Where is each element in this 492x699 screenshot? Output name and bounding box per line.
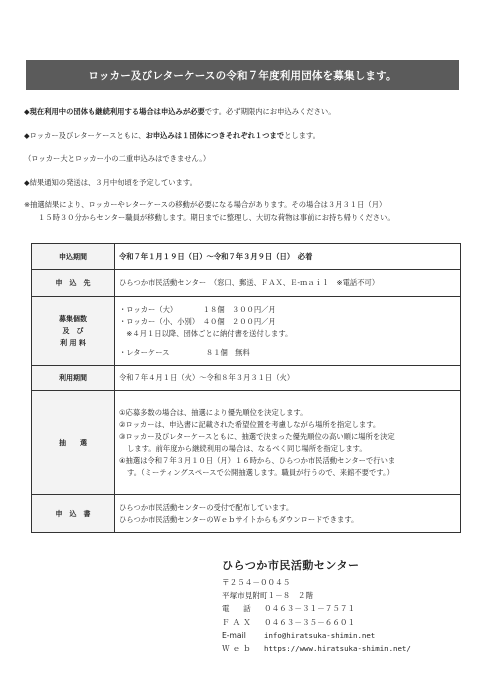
org-name: ひらつか市民活動センター [222,559,360,572]
recruit-line-small-locker: ・ロッカー（小、小別） ４０個 ２００円／月 [119,316,276,326]
note-no-double-application [24,153,210,164]
postal-value: 〒２５４－００４５ [222,578,291,587]
form-line-1: ひらつか市民活動センターの受付で配布しています。 [119,502,294,512]
note-text: ロッカー及びレターケースともに、 [29,131,146,140]
usage-value: 令和７年４月１日（火）～令和８年３月３１日（火） [115,366,461,391]
note-relocation-cont [38,212,395,223]
period-value: 令和７年１月１９日（日）～令和７年３月９日（日） 必着 [115,244,461,270]
note-text: 結果通知の発送は、３月中旬頃を予定しています。 [29,178,197,187]
note-result-notice [24,177,197,188]
phone-row [222,602,411,615]
note-text: １５時３０分からセンター職員が移動します。期日までに整理し、大切な荷物は事前にお持ち帰りください。 [38,213,395,222]
phone-label: 電 話 [222,604,254,614]
destination-label: 申 込 先 [32,270,115,297]
lottery-line-3-cont: します。前年度から継続利用の場合は、なるべく同じ場所を指定します。 [127,443,367,453]
row-destination [32,270,461,297]
email-row [222,629,411,642]
web-row [222,642,411,655]
note-continuing-users [24,106,336,117]
note-text: とします。 [284,131,320,140]
destination-value: ひらつか市民活動センター （窓口、郵送、ＦＡＸ、Ｅ-ｍａｉｌ ※電話不可） [115,270,461,297]
lottery-line-2: ②ロッカーは、申込書に記載された希望位置を考慮しながら場所を指定します。 [119,419,381,429]
lottery-label: 抽 選 [32,391,115,495]
note-mark: ◆ [24,107,30,116]
usage-label: 利用期間 [32,366,115,391]
recruit-line-payment-note: ※４月１日以降、団体ごとに納付書を送付します。 [119,328,293,338]
note-mark: ◆ [24,178,30,187]
email-link[interactable]: info@hiratsuka-shimin.net [264,630,376,640]
note-mark: ※ [24,200,31,209]
note-relocation [24,199,386,210]
note-bold-text: 現在利用中の団体も継続利用する場合は申込みが必要 [29,107,205,116]
row-usage-period [32,366,461,391]
fax-label: ＦＡＸ [222,617,254,627]
row-recruitment [32,297,461,366]
form-line-2: ひらつか市民活動センターのＷｅｂサイトからもダウンロードできます。 [119,514,359,524]
recruitment-label [32,297,115,366]
contact-block [222,557,411,655]
lottery-line-1: ①応募多数の場合は、抽選により優先順位を決定します。 [119,407,308,417]
note-mark: ◆ [24,131,30,140]
note-text: です。必ず期限内にお申込みください。 [204,107,336,116]
period-label: 申込期間 [32,244,115,270]
lottery-line-4: ④抽選は令和７年３月１０日（月）１６時から、ひらつか市民活動センターで行いま [119,455,396,465]
form-label: 申 込 書 [32,495,115,533]
title-banner: ロッカー及びレターケースの令和７年度利用団体を募集します。 [26,60,459,90]
recruitment-label-2: 及 び [62,327,84,335]
recruitment-label-3: 利 用 料 [60,339,86,347]
address-value: 平塚市見附町１－８ ２階 [222,591,314,601]
recruit-line-letter-case: ・レターケース ８１個 無料 [119,347,250,357]
fax-value: ０４６３－３５－６６０１ [264,617,356,627]
row-application-period [32,244,461,270]
address [222,589,411,602]
recruitment-value [115,297,461,366]
lottery-value [115,391,461,495]
phone-value: ０４６３－３１－７５７１ [264,604,356,614]
note-one-per-group [24,130,320,141]
row-lottery [32,391,461,495]
note-text: 抽選結果により、ロッカーやレターケースの移動が必要になる場合があります。その場合は３月３１日（月） [30,200,387,209]
lottery-line-4-cont: す。（ミーティングスペースで公開抽選します。職員が行うので、来館不要です。） [127,467,394,477]
web-link[interactable]: https://www.hiratsuka-shimin.net/ [264,644,411,654]
postal-code [222,576,411,589]
fax-row [222,616,411,629]
recruitment-label-1: 募集個数 [59,315,87,323]
form-value [115,495,461,533]
details-table [31,243,461,533]
lottery-line-3: ③ロッカー及びレターケースともに、抽選で決まった優先順位の高い順に場所を決定 [119,431,395,441]
row-application-form [32,495,461,533]
note-text: （ロッカー大とロッカー小の二重申込みはできません。） [24,154,211,163]
recruit-line-large-locker: ・ロッカー（大） １８個 ３００円／月 [119,304,276,314]
email-label: E-mail [222,630,246,640]
note-bold-text: お申込みは１団体につきそれぞれ１つまで [145,131,285,140]
web-label: Ｗｅｂ [222,644,254,654]
